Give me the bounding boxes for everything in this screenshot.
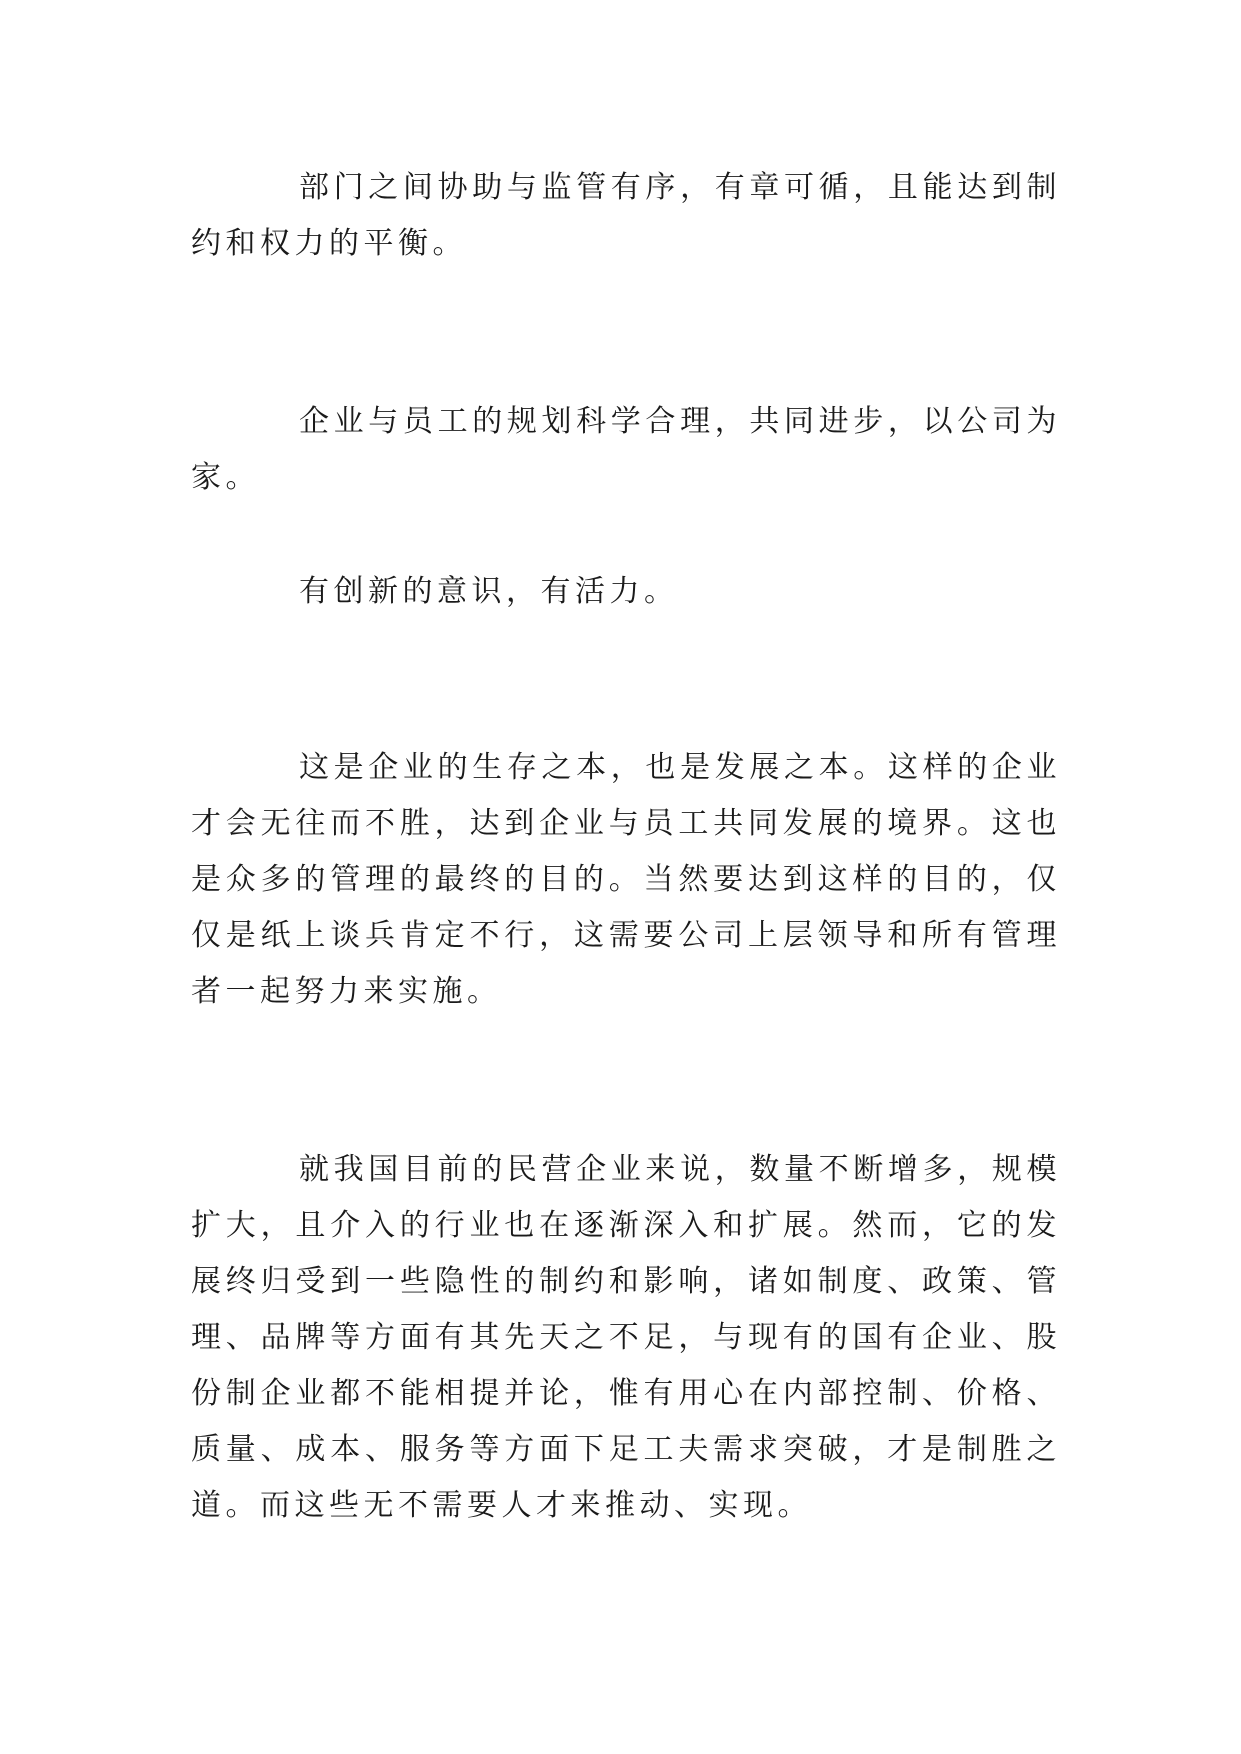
paragraph-checks-and-balances: 部门之间协助与监管有序，有章可循，且能达到制约和权力的平衡。 — [191, 170, 1061, 261]
paragraph-innovation: 有创新的意识，有活力。 — [299, 574, 679, 609]
paragraph-private-enterprises: 就我国目前的民营企业来说，数量不断增多，规模扩大，且介入的行业也在逐渐深入和扩展。然而，它的发展终归受到一些隐性的制约和影响，诸如制度、政策、管理、品牌等方面有其先天之不足，与现有的国有企业、股份制企业都不能相提并论，惟有用心在内部控制、价格、质量、成本、服务等方面下足工夫需求突破，才是制胜之道。而这些无不需要人才来推动、实现。 — [191, 1152, 1061, 1523]
paragraph-employee-planning: 企业与员工的规划科学合理，共同进步，以公司为家。 — [191, 404, 1061, 495]
paragraph-foundation: 这是企业的生存之本，也是发展之本。这样的企业才会无往而不胜，达到企业与员工共同发展的境界。这也是众多的管理的最终的目的。当然要达到这样的目的，仅仅是纸上谈兵肯定不行，这需要公司上层领导和所有管理者一起努力来实施。 — [191, 750, 1061, 1009]
